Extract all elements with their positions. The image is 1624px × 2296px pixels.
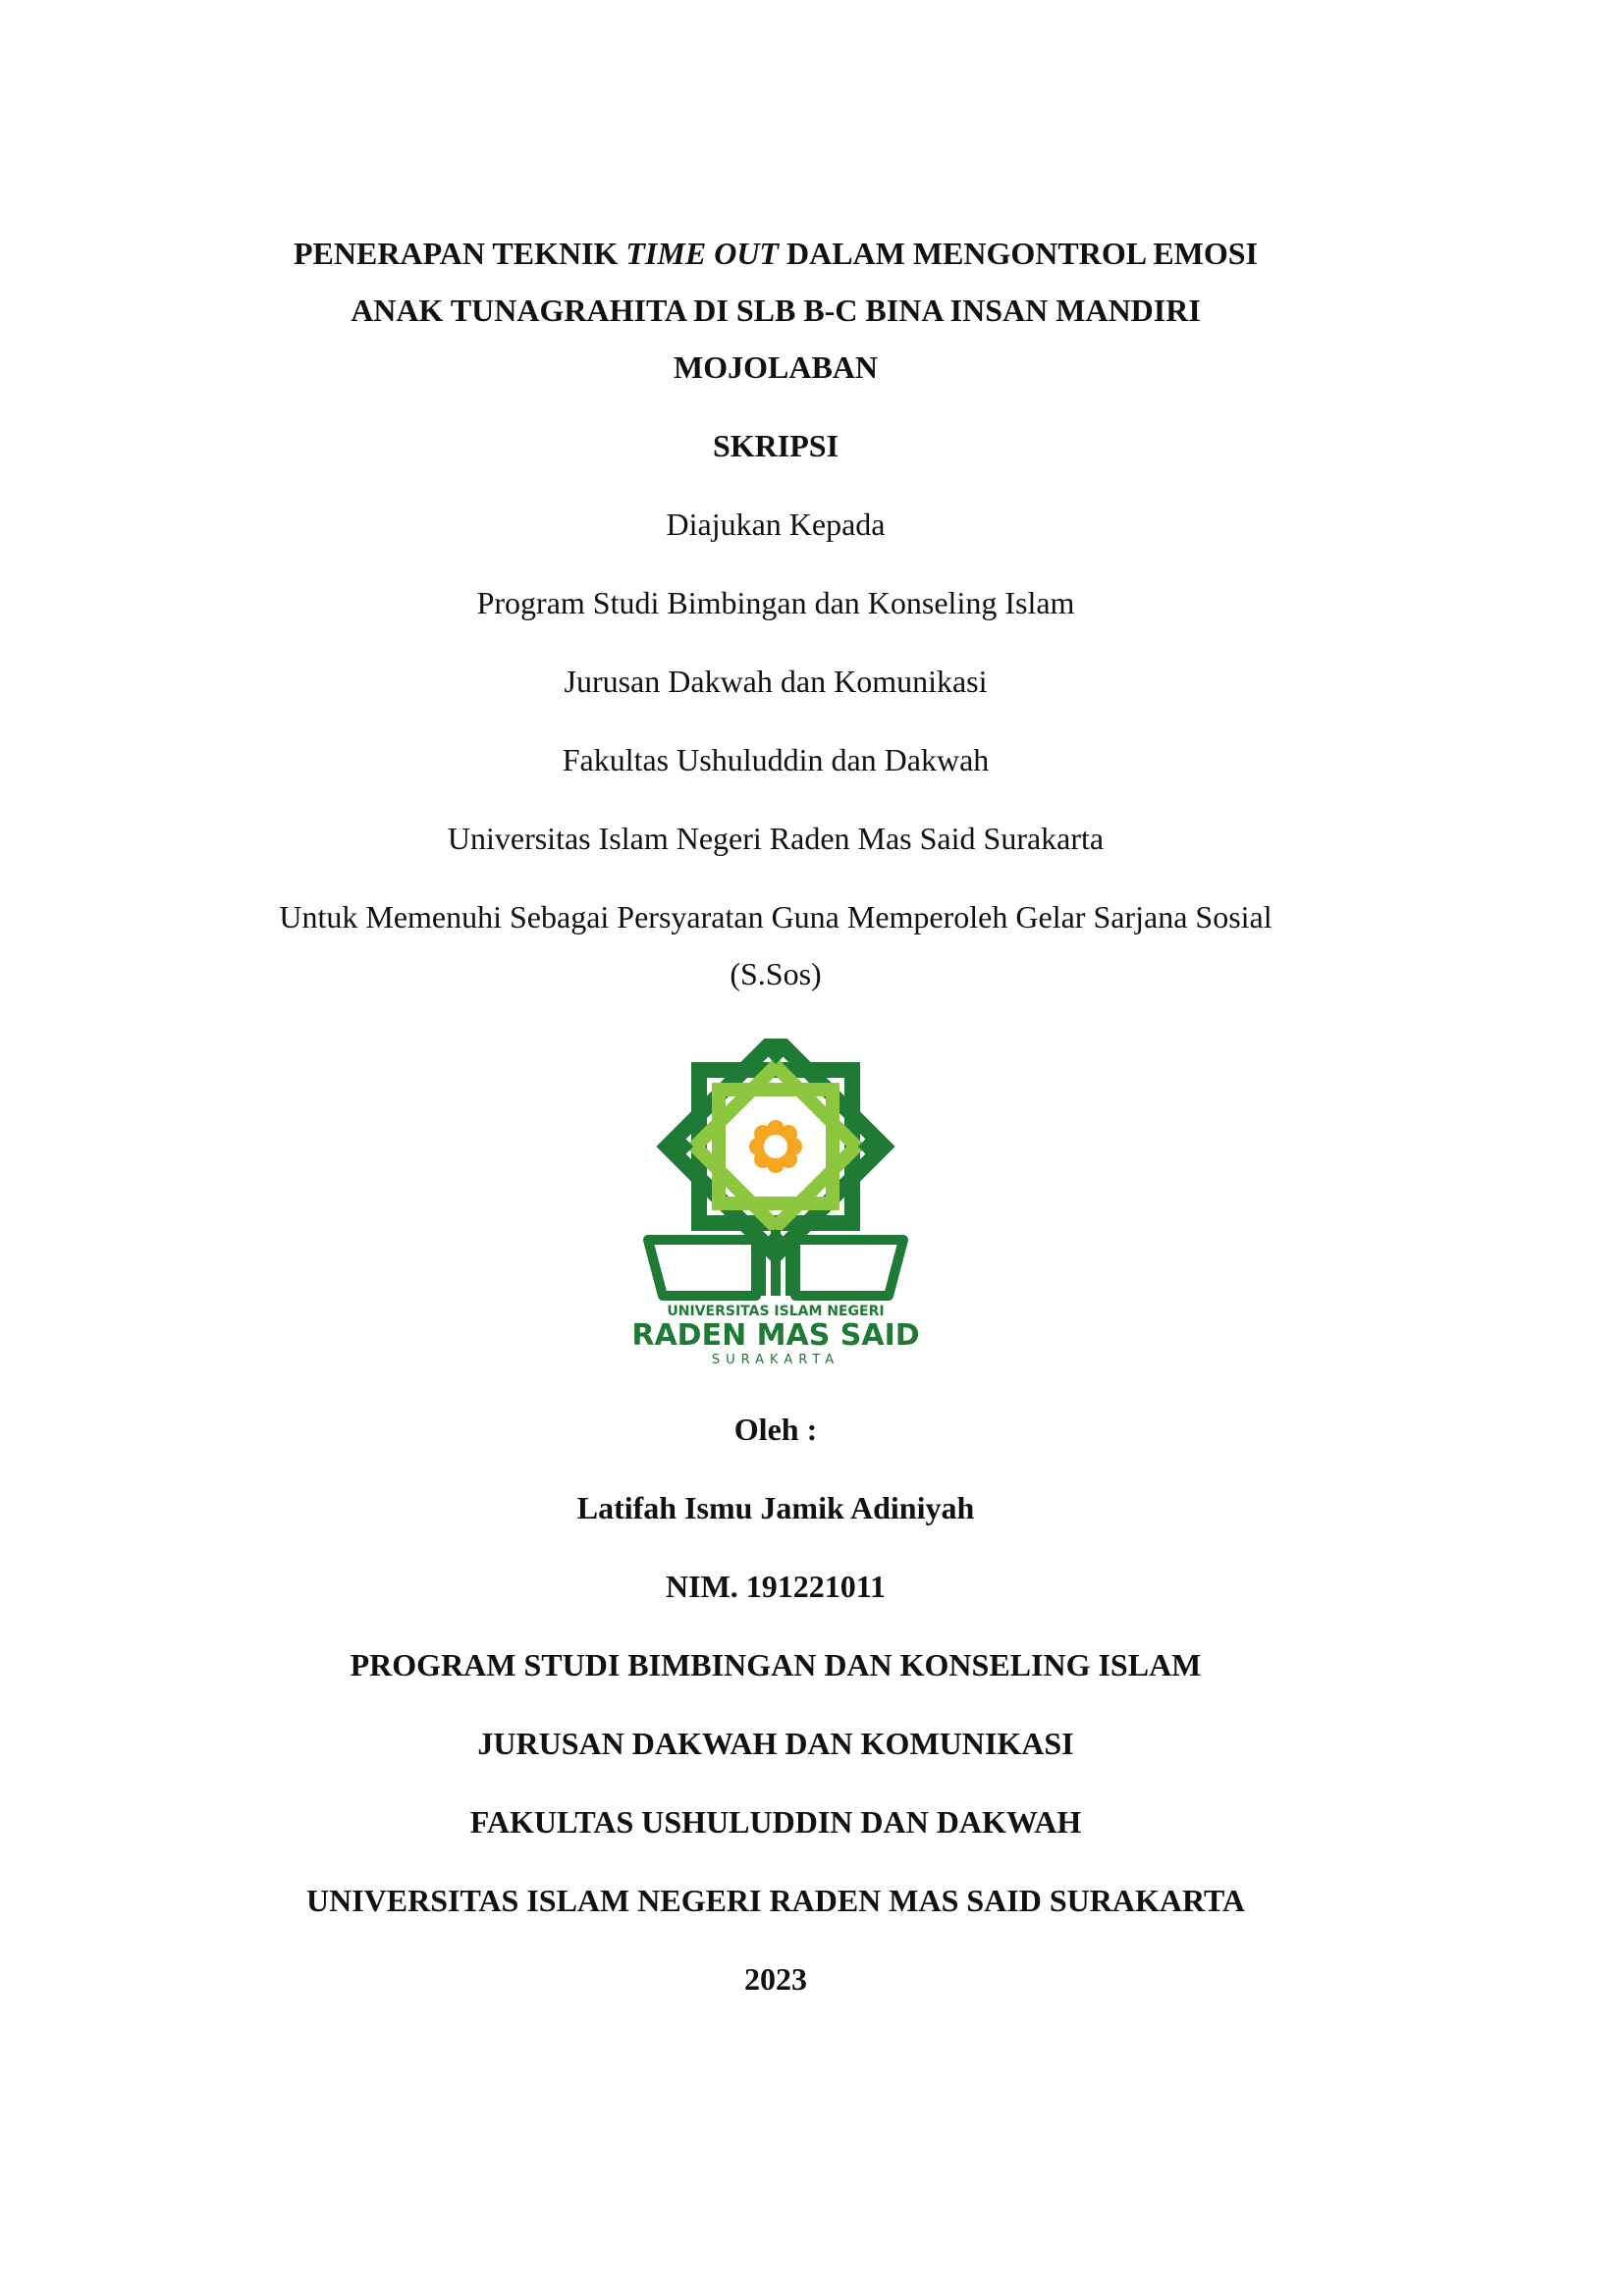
year: 2023 (744, 1961, 807, 1997)
study-program: Program Studi Bimbingan dan Konseling Islam (476, 585, 1075, 620)
document-type: SKRIPSI (712, 428, 839, 463)
footer-program: PROGRAM STUDI BIMBINGAN DAN KONSELING ISLAM (350, 1647, 1202, 1682)
title-line-1-end: DALAM MENGONTROL EMOSI (778, 236, 1258, 271)
title-line-2: ANAK TUNAGRAHITA DI SLB B-C BINA INSAN MANDIRI (351, 293, 1201, 328)
submitted-to: Diajukan Kepada (666, 507, 886, 542)
open-book-icon (648, 1230, 903, 1296)
author-name: Latifah Ismu Jamik Adiniyah (576, 1490, 975, 1525)
footer-university: UNIVERSITAS ISLAM NEGERI RADEN MAS SAID SURAKARTA (305, 1883, 1246, 1918)
department: Jurusan Dakwah dan Komunikasi (564, 664, 988, 699)
degree-purpose-line-1: Untuk Memenuhi Sebagai Persyaratan Guna Memperoleh Gelar Sarjana Sosial (279, 899, 1272, 934)
by-label: Oleh : (733, 1412, 818, 1447)
logo-text-line-3: SURAKARTA (711, 1353, 840, 1367)
title-line-1-start: PENERAPAN TEKNIK (294, 236, 626, 271)
university: Universitas Islam Negeri Raden Mas Said Surakarta (447, 821, 1105, 856)
logo-text-line-2: RADEN MAS SAID (631, 1318, 920, 1353)
logo-text-line-1: UNIVERSITAS ISLAM NEGERI (667, 1304, 885, 1319)
title-italic-term: TIME OUT (625, 236, 779, 271)
university-logo (619, 1039, 933, 1372)
title-line-1 (0, 234, 1551, 273)
star-emblem-icon (666, 1039, 886, 1256)
student-id: NIM. 191221011 (666, 1569, 886, 1604)
degree-purpose-line-2: (S.Sos) (730, 956, 822, 991)
title-line-3: MOJOLABAN (674, 349, 878, 385)
faculty: Fakultas Ushuluddin dan Dakwah (562, 742, 990, 777)
footer-department: JURUSAN DAKWAH DAN KOMUNIKASI (477, 1726, 1074, 1761)
footer-faculty: FAKULTAS USHULUDDIN DAN DAKWAH (469, 1804, 1082, 1840)
